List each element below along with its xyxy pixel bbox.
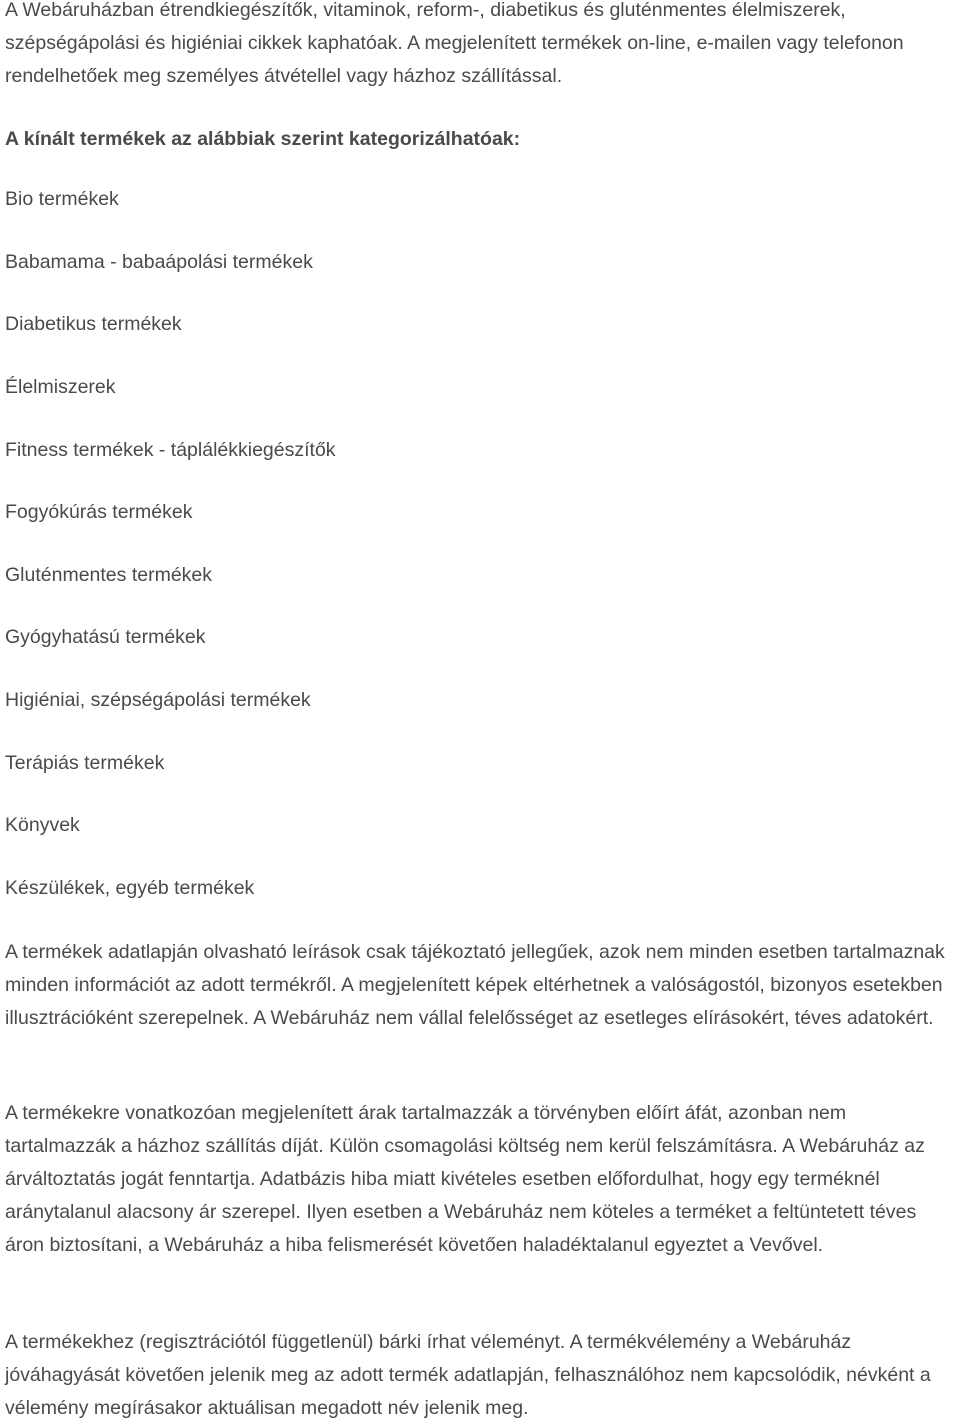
category-item: Gluténmentes termékek [5,564,213,586]
category-item: Könyvek [5,814,80,836]
category-item: Készülékek, egyéb termékek [5,877,255,899]
reviews-paragraph: A termékekhez (regisztrációtól függetlenül) bárki írhat véleményt. A termékvélemény a Webáruház jóváhagyását követően jelenik meg az adott termék adatlapján, felhasználóhoz nem kapcsolódik, névként a vélemény megírásakor aktuálisan megadott név jelenik meg. [5,1331,931,1419]
categories-heading: A kínált termékek az alábbiak szerint kategorizálhatóak: [5,128,521,150]
category-item: Terápiás termékek [5,752,165,774]
category-item: Higiéniai, szépségápolási termékek [5,689,311,711]
category-item: Élelmiszerek [5,376,116,398]
intro-paragraph: A Webáruházban étrendkiegészítők, vitaminok, reform-, diabetikus és gluténmentes élelmiszerek, szépségápolási és higiéniai cikkek kaphatóak. A megjelenített termékek on-line, e-mailen vagy telefonon rendelhetőek meg személyes átvétellel vagy házhoz szállítással. [5,0,904,87]
category-item: Gyógyhatású termékek [5,626,206,648]
category-item: Babamama - babaápolási termékek [5,251,313,273]
disclaimer-paragraph: A termékek adatlapján olvasható leírások csak tájékoztató jellegűek, azok nem minden esetben tartalmaznak minden információt az adott termékről. A megjelenített képek eltérhetnek a valóságostól, bizonyos esetekben illusztrációként szerepelnek. A Webáruház nem vállal felelősséget az esetleges elírásokért, téves adatokért. [5,941,945,1029]
category-item: Fogyókúrás termékek [5,501,193,523]
pricing-paragraph: A termékekre vonatkozóan megjelenített árak tartalmazzák a törvényben előírt áfát, azonban nem tartalmazzák a házhoz szállítás díját. Külön csomagolási költség nem kerül felszámításra. A Webáruház az árváltoztatás jogát fenntartja. Adatbázis hiba miatt kivételes esetben előfordulhat, hogy egy terméknél aránytalanul alacsony ár szerepel. Ilyen esetben a Webáruház nem köteles a terméket a feltüntetett téves áron biztosítani, a Webáruház a hiba felismerését követően haladéktalanul egyeztet a Vevővel. [5,1102,925,1256]
category-item: Diabetikus termékek [5,313,182,335]
category-item: Bio termékek [5,188,119,210]
category-item: Fitness termékek - táplálékkiegészítők [5,439,336,461]
